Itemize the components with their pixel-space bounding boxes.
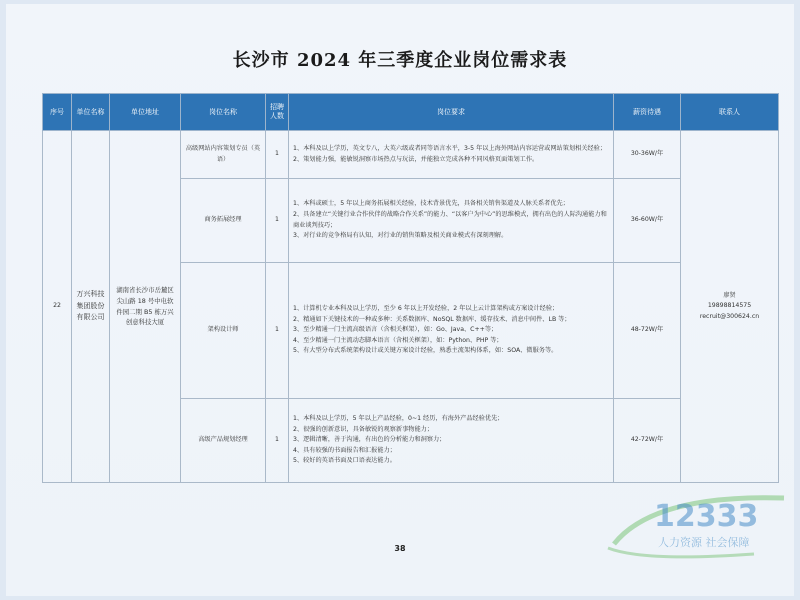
cell-count: 1 — [266, 179, 289, 263]
table-header-row — [43, 94, 779, 131]
requirement-line: 4、具有较强的书面报告和汇报能力； — [293, 446, 396, 454]
header-company: 单位名称 — [72, 94, 110, 131]
cell-salary: 30-36W/年 — [614, 131, 681, 179]
cell-requirements — [289, 399, 614, 483]
cell-count: 1 — [266, 399, 289, 483]
cell-contact — [681, 131, 779, 483]
header-seq: 序号 — [43, 94, 72, 131]
requirement-line: 1、本科及以上学历，5 年以上产品经验，0~1 经历，有海外产品经验优先； — [293, 415, 504, 423]
cell-requirements — [289, 179, 614, 263]
requirement-line: 2、精通如下关键技术的一种或多种：关系数据库、NoSQL 数据库、缓存技术、消息中间件、LB 等； — [293, 315, 571, 323]
header-contact: 联系人 — [681, 94, 779, 131]
requirement-line: 2、很强的创新意识，具备敏锐的观察新事物能力； — [293, 425, 434, 433]
page-number: 38 — [394, 544, 406, 553]
table-row — [43, 131, 779, 179]
cell-salary: 36-60W/年 — [614, 179, 681, 263]
page-title: 长沙市 2024 年三季度企业岗位需求表 — [232, 50, 568, 71]
header-count: 招聘人数 — [266, 94, 289, 131]
cell-salary: 42-72W/年 — [614, 399, 681, 483]
requirement-line: 1、计算机专业本科及以上学历，至少 6 年以上开发经验，2 年以上云计算架构或方案设计经验； — [293, 305, 559, 313]
requirement-line: 3、对行业的竞争格局有认知，对行业的销售策略及相关商业模式有深刻理解。 — [293, 232, 508, 240]
cell-position-name: 高级产品规划经理 — [181, 399, 266, 483]
requirement-line: 5、较好的英语书面及口语表达能力。 — [293, 457, 396, 465]
cell-seq: 22 — [43, 131, 72, 483]
requirement-line: 4、至少精通一门主流动态脚本语言（含相关框架），如：Python、PHP 等； — [293, 336, 503, 344]
requirement-line: 2、具备建立“关键行业合作伙伴的战略合作关系”的能力、“以客户为中心”的思维模式，拥有出色的人际沟通能力和商业谈判技巧； — [293, 210, 607, 229]
requirement-line: 1、本科或硕士，5 年以上商务拓展相关经验，技术背景优先，具备相关销售渠道及人脉关系者优先； — [293, 200, 569, 208]
cell-company: 万兴科技集团股份有限公司 — [72, 131, 110, 483]
cell-address: 湖南省长沙市岳麓区尖山路 18 号中电软件园二期 B5 栋万兴创意科技大厦 — [110, 131, 181, 483]
contact-phone: 19898814575 — [707, 302, 752, 310]
contact-name: 廖贤 — [723, 291, 736, 299]
cell-position-name: 高级网站内容策划专员（英语） — [181, 131, 266, 179]
header-requirements: 岗位要求 — [289, 94, 614, 131]
12333-watermark-logo — [594, 484, 794, 564]
job-demand-table — [42, 93, 779, 483]
contact-email: recruit@300624.cn — [699, 312, 760, 320]
header-address: 单位地址 — [110, 94, 181, 131]
header-salary: 薪资待遇 — [614, 94, 681, 131]
requirement-line: 1、本科及以上学历，英文专八，大英六级或者同等语言水平，3-5 年以上海外网站内容运营或网站策划相关经验； — [293, 144, 607, 152]
requirement-line: 3、至少精通一门主流高级语言（含相关框架），如：Go、Java、C++等； — [293, 326, 498, 334]
watermark-number: 12333 — [654, 499, 759, 534]
cell-count: 1 — [266, 131, 289, 179]
header-position: 岗位名称 — [181, 94, 266, 131]
cell-requirements — [289, 263, 614, 399]
cell-position-name: 商务拓展经理 — [181, 179, 266, 263]
watermark-slogan: 人力资源 社会保障 — [658, 536, 750, 549]
cell-position-name: 架构设计师 — [181, 263, 266, 399]
requirement-line: 2、策划能力强，能敏锐洞察市场热点与玩法，并能独立完成各种不同风格页面策划工作。 — [293, 155, 539, 163]
cell-requirements — [289, 131, 614, 179]
swoosh-shape — [608, 548, 754, 557]
requirement-line: 5、有大型分布式系统架构设计或关键方案设计经验，熟悉主流架构体系，如：SOA、微服务等。 — [293, 347, 558, 355]
cell-salary: 48-72W/年 — [614, 263, 681, 399]
cell-count: 1 — [266, 263, 289, 399]
requirement-line: 3、逻辑清晰，善于沟通，有出色的分析能力和洞察力； — [293, 436, 446, 444]
